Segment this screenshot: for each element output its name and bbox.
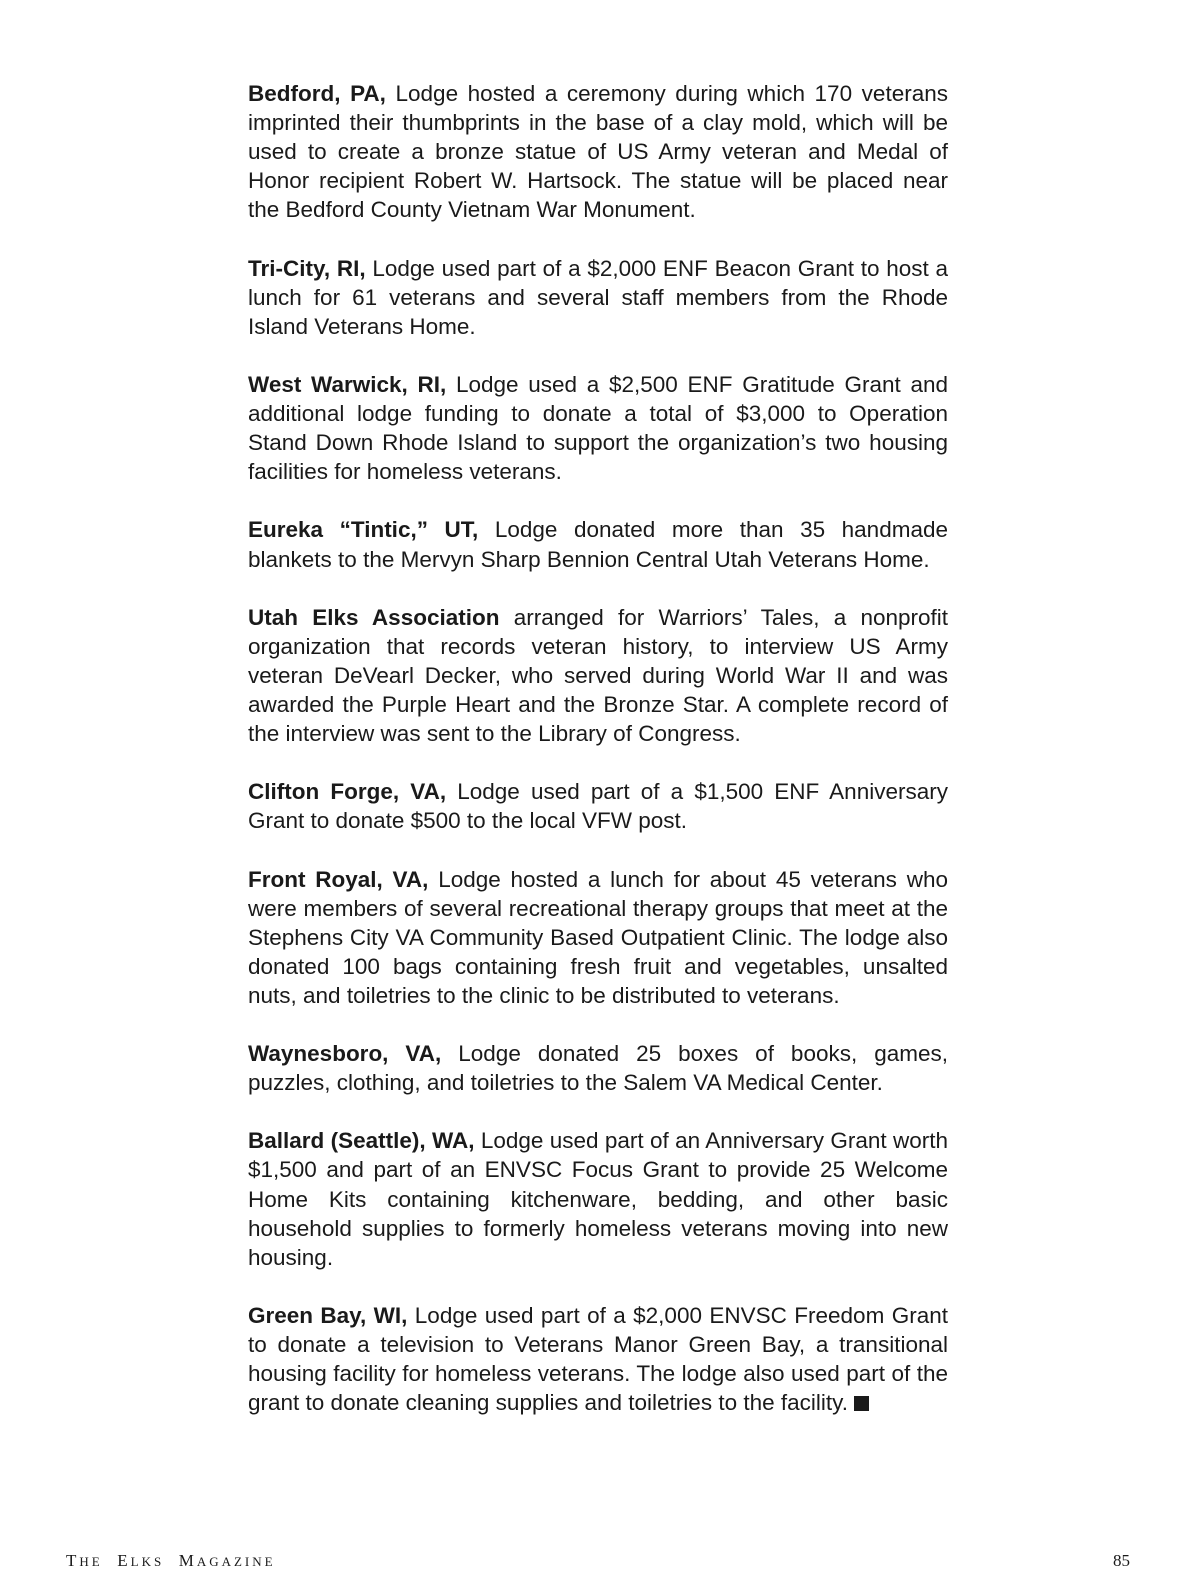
page-number: 85 (1113, 1551, 1130, 1570)
entry-waynesboro (248, 1039, 948, 1097)
entry-text: Lodge hosted a lunch for about 45 veterans who were members of several recreational therapy groups that meet at the Stephens City VA Community Based Outpatient Clinic. The lodge also donated 100 bags containing fresh fruit and vegetables, unsalted nuts, and toiletries to the clinic to be distributed to veterans. (248, 866, 948, 1008)
entry-green-bay (248, 1301, 948, 1417)
lodge-name: Front Royal, VA, (248, 866, 429, 892)
lodge-name: Utah Elks Association (248, 604, 500, 630)
magazine-title: THE ELKS MAGAZINE (66, 1551, 276, 1570)
lodge-name: Clifton Forge, VA, (248, 779, 447, 805)
entry-bedford (248, 79, 948, 224)
entry-text: Lodge used part of an Anniversary Grant worth $1,500 and part of an ENVSC Focus Grant to provide 25 Welcome Home Kits containing kitchenware, bedding, and other basic household supplies to formerly homeless veterans moving into new housing. (248, 1128, 948, 1270)
entry-front-royal (248, 865, 948, 1010)
entry-text: Lodge donated 25 boxes of books, games, puzzles, clothing, and toiletries to the Salem VA Medical Center. (248, 1041, 948, 1096)
lodge-name: Waynesboro, VA, (248, 1041, 442, 1067)
end-of-article-mark (854, 1396, 869, 1411)
entry-eureka (248, 515, 948, 573)
entry-text: Lodge hosted a ceremony during which 170 veterans imprinted their thumbprints in the base of a clay mold, which will be used to create a bronze statue of US Army veteran and Medal of Honor recipient Robert W. Hartsock. The statue will be placed near the Bedford County Vietnam War Monument. (248, 81, 948, 223)
entry-text: Lodge used part of a $1,500 ENF Anniversary Grant to donate $500 to the local VFW post. (248, 779, 948, 834)
article-column (248, 79, 948, 1446)
entry-tri-city (248, 254, 948, 341)
lodge-name: Eureka “Tintic,” UT, (248, 517, 479, 543)
entry-utah-elks (248, 603, 948, 748)
entry-text: Lodge used part of a $2,000 ENF Beacon Grant to host a lunch for 61 veterans and several staff members from the Rhode Island Veterans Home. (248, 255, 948, 339)
lodge-name: Ballard (Seattle), WA, (248, 1128, 475, 1154)
entry-text: Lodge donated more than 35 handmade blankets to the Mervyn Sharp Bennion Central Utah Veterans Home. (248, 517, 948, 572)
entry-west-warwick (248, 370, 948, 486)
entry-text: Lodge used part of a $2,000 ENVSC Freedom Grant to donate a television to Veterans Manor Green Bay, a transitional housing facility for homeless veterans. The lodge also used part of the grant to donate cleaning supplies and toiletries to the facility. (248, 1302, 948, 1416)
entry-text: Lodge used a $2,500 ENF Gratitude Grant and additional lodge funding to donate a total of $3,000 to Operation Stand Down Rhode Island to support the organization’s two housing facilities for homeless veterans. (248, 371, 948, 485)
lodge-name: Green Bay, WI, (248, 1302, 408, 1328)
entry-ballard (248, 1126, 948, 1271)
lodge-name: Bedford, PA, (248, 81, 386, 106)
lodge-name: West Warwick, RI, (248, 371, 447, 397)
entry-text: arranged for Warriors’ Tales, a nonprofit organization that records veteran history, to interview US Army veteran DeVearl Decker, who served during World War II and was awarded the Purple Heart and the Bronze Star. A complete record of the interview was sent to the Library of Congress. (248, 604, 949, 747)
entry-clifton-forge (248, 777, 948, 835)
lodge-name: Tri-City, RI, (248, 255, 366, 281)
